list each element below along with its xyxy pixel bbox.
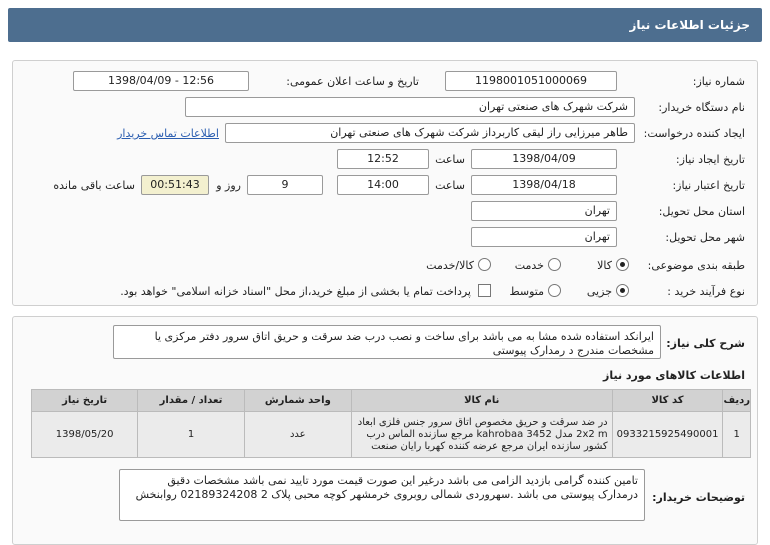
process-minor-radio[interactable] <box>616 284 629 297</box>
created-date-field[interactable]: 1398/04/09 <box>471 149 617 169</box>
created-time-field[interactable]: 12:52 <box>337 149 429 169</box>
category-service-label: خدمت <box>514 259 544 272</box>
col-date: تاریخ نیاز <box>32 390 138 412</box>
general-desc-label: شرح کلی نیاز: <box>666 337 745 350</box>
row-city <box>13 227 757 249</box>
need-details-panel <box>12 316 758 545</box>
col-qty: تعداد / مقدار <box>138 390 245 412</box>
table-row[interactable] <box>32 412 751 458</box>
days-label: روز و <box>216 179 241 192</box>
creator-field[interactable]: طاهر میرزایی راز لیقی کاربرداز شرکت شهرک های صنعتی تهران <box>225 123 635 143</box>
category-goods-service-radio[interactable] <box>478 258 491 271</box>
created-time-label: ساعت <box>435 153 465 166</box>
category-service-radio[interactable] <box>548 258 561 271</box>
row-process <box>13 281 757 303</box>
validity-time-field[interactable]: 14:00 <box>337 175 429 195</box>
row-validity <box>13 175 757 197</box>
announce-datetime-field[interactable]: 1398/04/09 - 12:56 <box>73 71 249 91</box>
row-category <box>13 255 757 277</box>
page-header <box>8 8 762 42</box>
validity-date-label: تاریخ اعتبار نیاز: <box>672 179 745 192</box>
col-name: نام کالا <box>351 390 612 412</box>
province-field[interactable]: تهران <box>471 201 617 221</box>
cell-unit: عدد <box>244 412 351 458</box>
row-buyer-org <box>13 97 757 119</box>
category-label: طبقه بندی موضوعی: <box>647 259 745 272</box>
buyer-notes-field[interactable]: تامین کننده گرامی بازدید الزامی می باشد درغیر این صورت قیمت مورد تایید نمی باشد مشخصات دقیق درمدارک پیوستی می باشد .سهروردی شمالی روبروی خرمشهر کوچه محبی پلاک 2 02189324208 روابنخش <box>119 469 645 521</box>
treasury-payment-note: پرداخت تمام یا بخشی از مبلغ خرید،از محل "اسناد خزانه اسلامی" خواهد بود. <box>120 285 471 298</box>
need-number-field[interactable]: 1198001051000069 <box>445 71 617 91</box>
cell-row: 1 <box>723 412 751 458</box>
category-goods-radio[interactable] <box>616 258 629 271</box>
category-goods-label: کالا <box>597 259 612 272</box>
time-remaining-label: ساعت باقی مانده <box>53 179 135 192</box>
time-remaining-field: 00:51:43 <box>141 175 209 195</box>
created-date-label: تاریخ ایجاد نیاز: <box>675 153 745 166</box>
need-number-label: شماره نیاز: <box>692 75 745 88</box>
announce-label: تاریخ و ساعت اعلان عمومی: <box>286 75 419 88</box>
row-created-date <box>13 149 757 171</box>
col-unit: واحد شمارش <box>244 390 351 412</box>
cell-qty: 1 <box>138 412 245 458</box>
goods-table <box>31 389 751 458</box>
category-goods-service-label: کالا/خدمت <box>426 259 474 272</box>
buyer-org-field[interactable]: شرکت شهرک های صنعتی تهران <box>185 97 635 117</box>
goods-table-header <box>32 390 751 412</box>
process-minor-label: جزیی <box>586 285 612 298</box>
contact-info-link[interactable]: اطلاعات تماس خریدار <box>117 127 219 140</box>
row-need-number <box>13 71 757 93</box>
process-medium-radio[interactable] <box>548 284 561 297</box>
cell-name: در ضد سرقت و حریق مخصوص اتاق سرور جنس فلزی ابعاد 2x2 m مدل kahrobaa 3452 مرجع سازنده الماس درب کشور سازنده ایران مرجع عرضه کننده کهربا رایان صنعت <box>351 412 612 458</box>
cell-code: 0933215925490001 <box>612 412 723 458</box>
buyer-org-label: نام دستگاه خریدار: <box>658 101 745 114</box>
city-field[interactable]: تهران <box>471 227 617 247</box>
province-label: استان محل تحویل: <box>658 205 745 218</box>
process-label: نوع فرآیند خرید : <box>667 285 745 298</box>
request-info-panel <box>12 60 758 306</box>
cell-date: 1398/05/20 <box>32 412 138 458</box>
col-code: کد کالا <box>612 390 723 412</box>
city-label: شهر محل تحویل: <box>665 231 745 244</box>
validity-time-label: ساعت <box>435 179 465 192</box>
creator-label: ایجاد کننده درخواست: <box>643 127 745 140</box>
general-desc-field[interactable]: ایرانکد استفاده شده مشا به می باشد برای ساخت و نصب درب ضد سرقت و حریق اتاق سرور دفتر مرکزی یا مشخصات مندرج د رمدارک پیوستی <box>113 325 661 359</box>
row-province <box>13 201 757 223</box>
goods-info-title: اطلاعات کالاهای مورد نیاز <box>603 369 745 382</box>
days-remaining-field: 9 <box>247 175 323 195</box>
buyer-notes-label: توضیحات خریدار: <box>652 491 745 504</box>
page-title: جزئیات اطلاعات نیاز <box>629 18 750 32</box>
col-row: ردیف <box>723 390 751 412</box>
validity-date-field[interactable]: 1398/04/18 <box>471 175 617 195</box>
row-creator <box>13 123 757 145</box>
process-medium-label: متوسط <box>509 285 544 298</box>
treasury-payment-checkbox[interactable] <box>478 284 491 297</box>
